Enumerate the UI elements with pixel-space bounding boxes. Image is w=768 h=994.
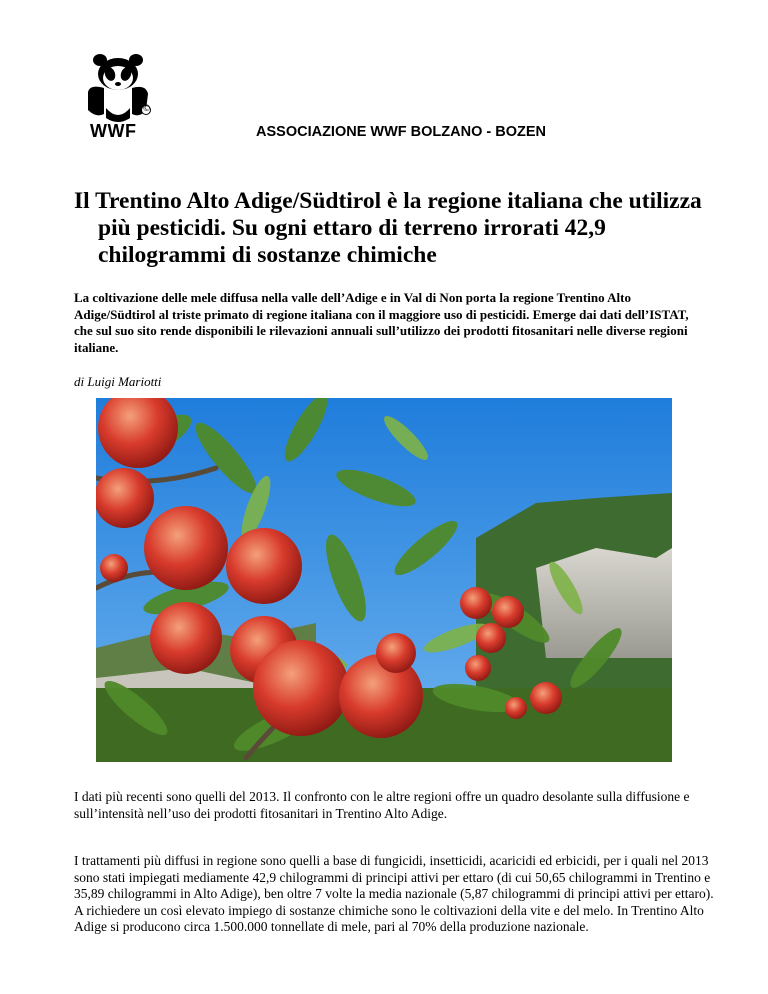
association-name: ASSOCIAZIONE WWF BOLZANO - BOZEN bbox=[256, 124, 546, 140]
article-title: Il Trentino Alto Adige/Südtirol è la regione italiana che utilizza più pesticidi. Su ogni ettaro di terreno irrorati 42,9 chilogrammi di sostanze chimiche bbox=[74, 188, 702, 268]
article-lead: La coltivazione delle mele diffusa nella valle dell’Adige e in Val di Non porta la regione Trentino Alto Adige/Südtirol al triste primato di regione italiana con il maggiore uso di pesticidi. Emerge dai dati dell’ISTAT, che sul suo sito rende disponibili le rilevazioni annuali sull’utilizzo dei prodotti fitosanitari nelle diverse regioni italiane. bbox=[74, 290, 689, 355]
body-paragraph: I dati più recenti sono quelli del 2013. Il confronto con le altre regioni offre un quadro desolante sulla diffusione e sull’intensità nell’uso dei prodotti fitosanitari in Trentino Alto Adige. bbox=[74, 789, 690, 821]
apple-orchard-photo bbox=[96, 398, 672, 762]
copyright-symbol: © bbox=[142, 104, 151, 114]
logo-wordmark: WWF bbox=[90, 121, 137, 141]
article-byline: di Luigi Mariotti bbox=[74, 374, 162, 389]
body-paragraph: I trattamenti più diffusi in regione sono quelli a base di fungicidi, insetticidi, acaricidi ed erbicidi, per i quali nel 2013 sono stati impiegati mediamente 42,9 chilogrammi di principi attivi per ettaro (di cui 50,65 chilogrammi in Trentino e 35,89 chilogrammi in Alto Adige), ben oltre 7 volte la media nazionale (5,87 chilogrammi di principi attivi per ettaro). A richiedere un così elevato impiego di sostanze chimiche sono le coltivazioni della vite e del melo. In Trentino Alto Adige si producono circa 1.500.000 tonnellate di mele, pari al 70% della produzione nazionale. bbox=[74, 853, 714, 934]
